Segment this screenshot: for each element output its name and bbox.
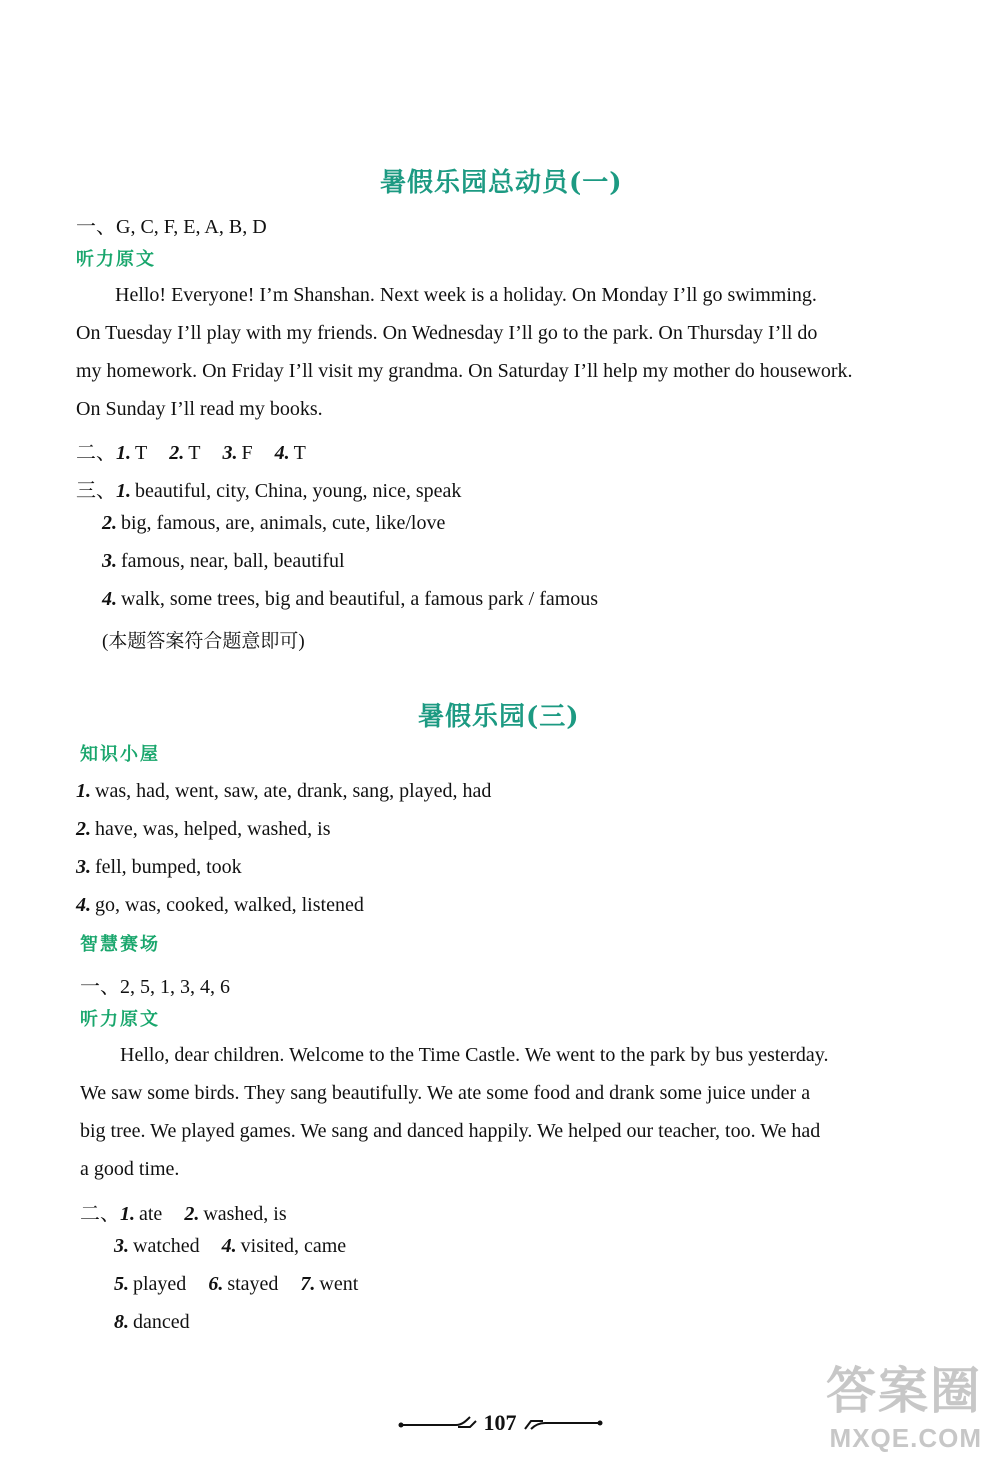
q3-item-answer: walk, some trees, big and beautiful, a famous park / famous [121, 588, 599, 610]
section1-listening-line: Hello! Everyone! I’m Shanshan. Next week is a holiday. On Monday I’ll go swimming. [115, 284, 817, 306]
q3-item-answer: beautiful, city, China, young, nice, speak [135, 480, 462, 502]
q3-item-num: 3. [102, 550, 117, 572]
knowledge-item [76, 780, 491, 803]
q2-item-num: 8. [114, 1311, 129, 1333]
q2-item-answer: visited, came [240, 1235, 347, 1257]
section1-q3-item [102, 588, 598, 611]
section2-q2-row [114, 1235, 346, 1258]
q2-item-num: 1. [116, 442, 131, 464]
section1-q3-note: (本题答案符合题意即可) [102, 631, 305, 652]
q2-item-answer: T [135, 442, 148, 464]
q3-item-num: 2. [102, 512, 117, 534]
section2-q1-answer: 一、2, 5, 1, 3, 4, 6 [80, 976, 230, 998]
q3-item-answer: big, famous, are, animals, cute, like/love [121, 512, 446, 534]
q2-item-answer: played [133, 1273, 187, 1295]
knowledge-item-answer: was, had, went, saw, ate, drank, sang, played, had [95, 780, 492, 802]
knowledge-item-num: 3. [76, 856, 91, 878]
q2-item-num: 3. [222, 442, 238, 464]
q2-item-answer: T [293, 442, 306, 464]
section2-q2-row [80, 1197, 287, 1226]
knowledge-item [76, 894, 364, 917]
section1-q3-item [102, 512, 445, 535]
q3-item-num: 1. [116, 480, 131, 502]
q2-item-answer: ate [139, 1203, 163, 1225]
knowledge-item-num: 2. [76, 818, 91, 840]
q2-item-num: 6. [208, 1273, 224, 1295]
knowledge-label: 知识小屋 [80, 744, 160, 765]
q2-item-num: 2. [169, 442, 185, 464]
section2-listening-line: Hello, dear children. Welcome to the Time Castle. We went to the park by bus yesterday. [120, 1044, 829, 1066]
knowledge-item-num: 4. [76, 894, 91, 916]
q3-prefix: 三、 [76, 480, 116, 502]
section1-listening-label: 听力原文 [76, 249, 156, 270]
q2-item-num: 4. [221, 1235, 237, 1257]
section2-listening-line: a good time. [80, 1158, 180, 1180]
watermark [826, 1351, 982, 1454]
section2-q2-row [114, 1311, 190, 1334]
section1-title: 暑假乐园总动员(一) [380, 168, 623, 198]
q2-item-num: 2. [184, 1203, 200, 1225]
section1-q2-answers [76, 436, 306, 465]
q2-item-answer: F [241, 442, 253, 464]
section1-q1-answer: 一、G, C, F, E, A, B, D [76, 216, 267, 238]
q2-item-answer: danced [133, 1311, 190, 1333]
q3-item-answer: famous, near, ball, beautiful [121, 550, 345, 572]
knowledge-item-answer: have, was, helped, washed, is [95, 818, 331, 840]
q3-item-num: 4. [102, 588, 117, 610]
q2-item-answer: washed, is [203, 1203, 287, 1225]
q2-item-num: 3. [114, 1235, 129, 1257]
q2-prefix: 二、 [76, 442, 116, 464]
q2-item-num: 5. [114, 1273, 129, 1295]
section2-q2-row [114, 1273, 358, 1296]
right-ornament-icon [523, 1413, 603, 1433]
q2-item-num: 4. [274, 442, 290, 464]
section2-listening-line: big tree. We played games. We sang and danced happily. We helped our teacher, too. We had [80, 1120, 821, 1142]
section2-title: 暑假乐园(三) [418, 702, 580, 732]
section1-listening-line: On Sunday I’ll read my books. [76, 398, 323, 420]
section1-q3-item [102, 550, 345, 573]
section1-listening-line: On Tuesday I’ll play with my friends. On Wednesday I’ll go to the park. On Thursday I’ll do [76, 322, 818, 344]
knowledge-item-num: 1. [76, 780, 91, 802]
q2-item-answer: stayed [227, 1273, 279, 1295]
page-number: 107 [483, 1410, 517, 1435]
knowledge-item-answer: go, was, cooked, walked, listened [95, 894, 364, 916]
q2-item-num: 1. [120, 1203, 135, 1225]
knowledge-item [76, 856, 242, 879]
q2-item-answer: watched [133, 1235, 200, 1257]
watermark-logo: 答案圈 [826, 1363, 982, 1419]
q2-item-num: 7. [300, 1273, 316, 1295]
knowledge-item-answer: fell, bumped, took [95, 856, 242, 878]
q2-item-answer: T [188, 442, 201, 464]
section2-listening-label: 听力原文 [80, 1009, 160, 1030]
left-ornament-icon [398, 1413, 478, 1433]
q2-prefix: 二、 [80, 1203, 120, 1225]
section1-q3-item [76, 474, 461, 503]
section2-listening-line: We saw some birds. They sang beautifully. We ate some food and drank some juice under a [80, 1082, 811, 1104]
section1-listening-line: my homework. On Friday I’ll visit my grandma. On Saturday I’ll help my mother do housework. [76, 360, 853, 382]
watermark-url: MXQE.COM [829, 1423, 982, 1453]
arena-label: 智慧赛场 [80, 934, 160, 955]
q2-item-answer: went [319, 1273, 359, 1295]
knowledge-item [76, 818, 331, 841]
